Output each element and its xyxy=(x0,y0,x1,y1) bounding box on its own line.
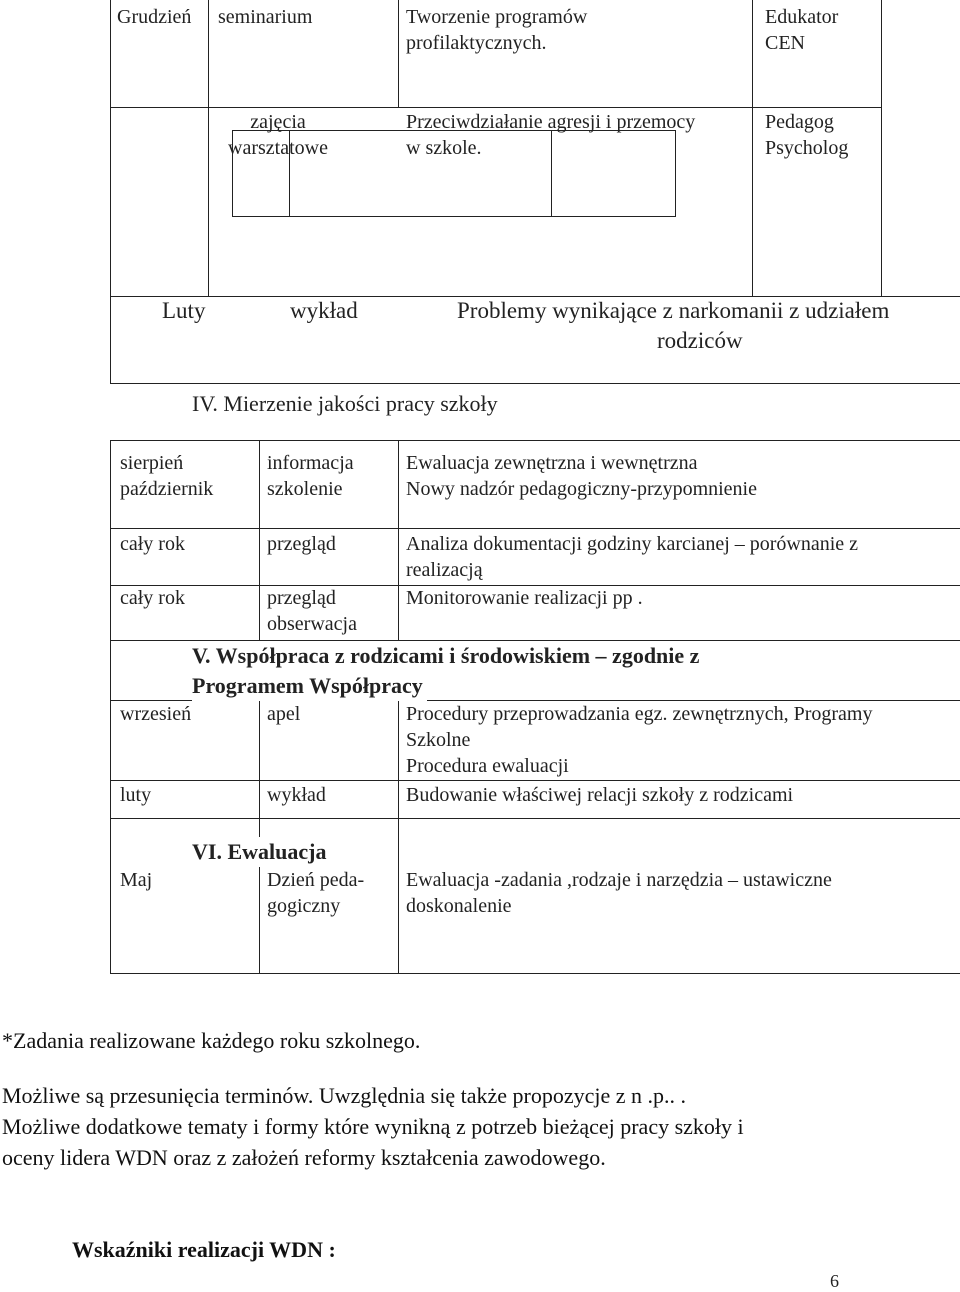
s4-row-divider-1 xyxy=(110,528,960,529)
s5-row-divider xyxy=(110,780,960,781)
s4-row1-form-2: szkolenie xyxy=(267,478,343,500)
row1-month: Grudzień xyxy=(117,6,192,28)
s4-row3-topic-1: Monitorowanie realizacji pp . xyxy=(406,587,643,609)
row2-person-line2: Psycholog xyxy=(765,137,849,159)
s4-row1-topic-2: Nowy nadzór pedagogiczny-przypomnienie xyxy=(406,478,757,500)
table1-row-divider xyxy=(110,107,882,108)
luty-row-bottom xyxy=(110,383,960,384)
lower-table-col-1 xyxy=(259,440,260,974)
footer-line1: Możliwe są przesunięcia terminów. Uwzględnia się także propozycje z n .p.. . xyxy=(2,1083,686,1108)
s6-row1-month: Maj xyxy=(120,869,153,891)
section4-heading-divider xyxy=(110,440,960,441)
s5-row1-topic-1: Procedury przeprowadzania egz. zewnętrznych, Programy xyxy=(406,703,873,725)
footer-note: *Zadania realizowane każdego roku szkolnego. xyxy=(2,1028,421,1053)
section5-title-line2: Programem Współpracy xyxy=(192,671,427,701)
s6-row1-topic-1: Ewaluacja -zadania ,rodzaje i narzędzia – ustawiczne xyxy=(406,869,832,891)
row2-topic-line1: Przeciwdziałanie agresji i przemocy xyxy=(406,111,696,133)
s4-row2-form: przegląd xyxy=(267,533,336,555)
row1-person-line1: Edukator xyxy=(765,6,839,28)
luty-topic-line1: Problemy wynikające z narkomanii z udziałem xyxy=(457,298,890,323)
s4-row3-form-2: obserwacja xyxy=(267,613,357,635)
row1-topic-line1: Tworzenie programów xyxy=(406,6,588,28)
luty-month: Luty xyxy=(162,298,206,323)
section5-title-line1: V. Współpraca z rodzicami i środowiskiem – zgodnie z xyxy=(192,641,703,671)
s4-row2-topic-2: realizacją xyxy=(406,559,483,581)
s4-row1-topic-1: Ewaluacja zewnętrzna i wewnętrzna xyxy=(406,452,698,474)
s4-row3-month: cały rok xyxy=(120,587,185,609)
s6-row1-form-2: gogiczny xyxy=(267,895,341,917)
inner-box-mid-2 xyxy=(551,130,552,217)
table1-right-border xyxy=(881,0,882,297)
row2-form: zajęcia warsztatowe xyxy=(228,111,328,159)
section4-title: IV. Mierzenie jakości pracy szkoły xyxy=(192,391,498,416)
footer-line3: oceny lidera WDN oraz z założeń reformy kształcenia zawodowego. xyxy=(2,1145,606,1170)
s4-row1-month-1: sierpień xyxy=(120,452,184,474)
table1-col-line-2 xyxy=(398,0,399,107)
luty-topic-line2: rodziców xyxy=(657,328,743,353)
inner-box-mid-3 xyxy=(675,130,676,217)
s6-row1-form-1: Dzień peda- xyxy=(267,869,365,891)
footer-line2: Możliwe dodatkowe tematy i formy które wynikną z potrzeb bieżącej pracy szkoły i xyxy=(2,1114,744,1139)
row1-person-line2: CEN xyxy=(765,32,805,54)
s5-row2-topic: Budowanie właściwej relacji szkoły z rodzicami xyxy=(406,784,794,806)
s4-row2-topic-1: Analiza dokumentacji godziny karcianej – porównanie z xyxy=(406,533,859,555)
s4-row2-month: cały rok xyxy=(120,533,185,555)
s4-row1-month-2: październik xyxy=(120,478,214,500)
row1-form: seminarium xyxy=(218,6,313,28)
s5-row1-topic-3: Procedura ewaluacji xyxy=(406,755,569,777)
s5-row1-topic-2: Szkolne xyxy=(406,729,471,751)
s5-row1-form: apel xyxy=(267,703,301,725)
lower-table-bottom xyxy=(110,973,960,974)
table1-col-line-3 xyxy=(752,0,753,297)
s5-row2-month: luty xyxy=(120,784,152,806)
s6-top-divider xyxy=(110,818,960,819)
s5-row2-form: wykład xyxy=(267,784,326,806)
luty-row-left xyxy=(110,296,111,384)
table1-left-border xyxy=(110,0,111,297)
lower-table-left xyxy=(110,440,111,974)
s4-row1-form-1: informacja xyxy=(267,452,354,474)
page-number: 6 xyxy=(830,1271,839,1291)
lower-table-col-2 xyxy=(398,440,399,974)
row2-topic-line2: w szkole. xyxy=(406,137,482,159)
s5-row1-month: wrzesień xyxy=(120,703,192,725)
section6-title: VI. Ewaluacja xyxy=(192,837,330,867)
luty-form: wykład xyxy=(290,298,358,323)
row2-person-line1: Pedagog xyxy=(765,111,834,133)
inner-box-bottom xyxy=(232,216,676,217)
footer-heading: Wskaźniki realizacji WDN : xyxy=(72,1237,336,1262)
table1-col-line-1 xyxy=(208,0,209,297)
row1-topic-line2: profilaktycznych. xyxy=(406,32,547,54)
s6-row1-topic-2: doskonalenie xyxy=(406,895,512,917)
s4-row3-form-1: przegląd xyxy=(267,587,336,609)
